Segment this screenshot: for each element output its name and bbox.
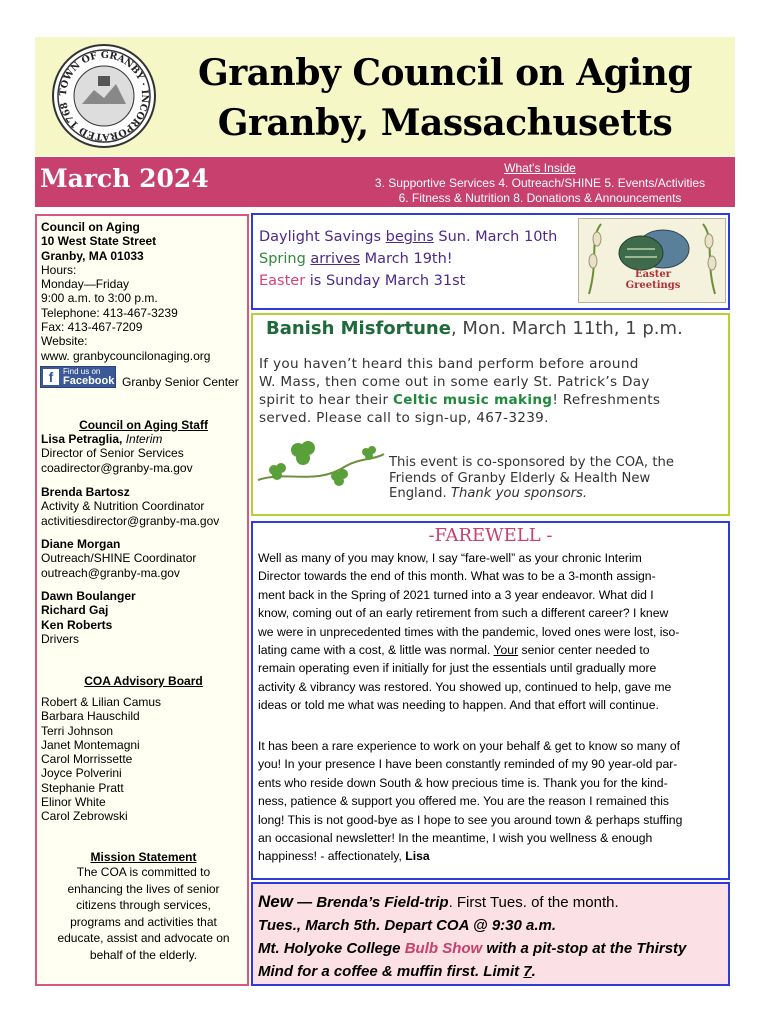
page-title-line1: Granby Council on Aging	[198, 52, 692, 94]
farewell-line: It has been a rare experience to work on your behalf & get to know so many of	[258, 739, 681, 753]
whats-inside	[360, 161, 720, 206]
farewell-line: activity & vibrancy was restored. You showed up, continued to help, gave me	[258, 679, 672, 694]
dst-label: Daylight Savings	[259, 229, 386, 245]
new-dash: —	[292, 894, 317, 911]
farewell-line-part: happiness! - affectionately,	[258, 849, 402, 864]
easter-greeting	[623, 269, 683, 291]
website-link[interactable]: www. granbycouncilonaging.org	[41, 348, 211, 363]
farewell-line-part: lating came with a cost, & little was normal.	[258, 643, 491, 658]
staff-name: Lisa Petraglia,	[41, 432, 123, 446]
event-line: If you haven’t heard this band perform before around	[259, 356, 639, 372]
farewell-line: ment back in the Spring of 2021 turned into a 3 year endeavor. What did I	[258, 587, 654, 602]
staff-title: Outreach/SHINE Coordinator	[41, 551, 197, 566]
trip-line-part: Mind for a coffee & muffin first. Limit	[258, 963, 524, 980]
farewell-paragraph-1	[258, 549, 726, 715]
mission-heading	[41, 850, 246, 864]
farewell-line: ness, patience & support you offered me. You are the reason I remained this	[258, 794, 670, 809]
farewell-line: we were in unprecedented times with the pandemic, loved ones were lost, iso-	[258, 624, 680, 639]
event-when: , Mon. March 11th, 1 p.m.	[450, 318, 683, 339]
driver-name: Dawn Boulanger	[41, 589, 136, 603]
staff-role-inline: Interim	[125, 432, 163, 446]
staff-member-1	[41, 432, 246, 475]
telephone: Telephone: 413-467-3239	[41, 305, 178, 320]
farewell-line-part: senior center needed to	[521, 643, 650, 658]
staff-title: Activity & Nutrition Coordinator	[41, 499, 205, 514]
event-line: served. Please call to sign-up, 467-3239.	[259, 410, 549, 426]
city-address: Granby, MA 01033	[41, 248, 144, 263]
mission-line: educate, assist and advocate on	[57, 931, 230, 945]
board-heading	[41, 674, 246, 688]
whats-inside-line2: 6. Fitness & Nutrition 8. Donations & Announcements	[398, 191, 682, 205]
mission-line: behalf of the elderly.	[89, 947, 198, 962]
farewell-line: ideas or told me what was needing to happen. And that effort will continue.	[258, 698, 659, 713]
dst-begins: begins	[385, 229, 434, 245]
celtic-music-highlight: Celtic music making	[393, 392, 553, 408]
trip-limit: 7	[523, 963, 532, 980]
new-label: New	[258, 892, 293, 911]
mission-line: The COA is committed to	[76, 865, 211, 879]
dst-date: Sun. March 10th	[433, 229, 558, 245]
facebook-find-label: Find us on	[63, 367, 101, 376]
staff-name: Diane Morgan	[41, 537, 121, 551]
staff-heading	[41, 418, 246, 432]
hours-label: Hours:	[41, 262, 77, 277]
street-address: 10 West State Street	[41, 234, 157, 249]
board-member: Elinor White	[41, 795, 106, 810]
hours-open: 9:00 a.m. to 3:00 p.m.	[41, 291, 158, 306]
mission-heading-text: Mission Statement	[90, 850, 197, 864]
issue-month: March 2024	[40, 164, 209, 193]
trip-line-part: with a pit-stop at the Thirsty	[482, 940, 687, 957]
spring-arrives: arrives	[310, 251, 361, 267]
board-member: Carol Morrissette	[41, 752, 133, 767]
board-member: Robert & Lilian Camus	[41, 695, 162, 709]
trip-schedule: . First Tues. of the month.	[448, 894, 619, 911]
sponsor-note	[389, 455, 674, 502]
facebook-icon: f	[43, 369, 59, 385]
seal-text: TOWN OF GRANBY · INCORPORATED 1768	[57, 49, 151, 143]
farewell-line: remain operating even if initially for just the essentials until gradually more	[258, 661, 657, 676]
farewell-line: an occasional newsletter! In the meantime, I wish you wellness & enough	[258, 831, 653, 846]
mission-line: enhancing the lives of senior	[67, 881, 220, 896]
farewell-line: ents who reside down South & how precious time is. Thank you for the kind-	[258, 775, 668, 790]
mission-statement	[41, 864, 246, 963]
board-heading-text: COA Advisory Board	[84, 674, 203, 688]
sponsor-line: This event is co-sponsored by the COA, the	[389, 455, 674, 470]
board-member: Terri Johnson	[41, 723, 114, 738]
board-member: Joyce Polverini	[41, 766, 122, 781]
board-member: Barbara Hauschild	[41, 709, 140, 724]
farewell-line: know, coming out of an early retirement from such a different career? I knew	[258, 606, 669, 621]
trip-title: Brenda’s Field-trip	[316, 894, 449, 911]
whats-inside-label: What's Inside	[504, 161, 576, 175]
spring-label: Spring	[259, 251, 311, 267]
sponsor-line: Friends of Granby Elderly & Health New	[389, 470, 651, 486]
trip-date: Tues., March 5th. Depart COA @ 9:30 a.m.	[258, 917, 557, 934]
staff-title: Director of Senior Services	[41, 446, 184, 461]
farewell-heading: -FAREWELL -	[428, 525, 553, 546]
farewell-paragraph-2	[258, 737, 726, 866]
drivers-label: Drivers	[41, 631, 79, 646]
staff-email[interactable]: activitiesdirector@granby-ma.gov	[41, 513, 220, 528]
board-member: Janet Montemagni	[41, 737, 140, 752]
bulb-show-highlight: Bulb Show	[404, 940, 483, 957]
facebook-name: Facebook	[63, 375, 115, 387]
spring-date: March 19th!	[360, 251, 453, 267]
event-line-part: spirit to hear their	[259, 392, 393, 408]
page-title-line2: Granby, Massachusetts	[217, 102, 673, 144]
staff-email[interactable]: outreach@granby-ma.gov	[41, 565, 180, 580]
board-member: Stephanie Pratt	[41, 780, 124, 795]
days-open: Monday—Friday	[41, 277, 130, 292]
board-member: Carol Zebrowski	[41, 809, 128, 824]
dates-text	[259, 226, 557, 292]
event-description	[259, 355, 660, 427]
sponsor-line-part: England.	[389, 486, 451, 501]
mission-line: citizens through services,	[76, 898, 211, 912]
drivers-block	[41, 589, 246, 646]
event-line: W. Mass, then come out in some early St. Patrick’s Day	[259, 374, 650, 390]
staff-member-3	[41, 537, 246, 580]
org-name: Council on Aging	[41, 220, 140, 234]
event-line-part: ! Refreshments	[552, 392, 661, 408]
easter-card-line1: Easter	[635, 269, 671, 280]
staff-heading-text: Council on Aging Staff	[79, 418, 208, 432]
sponsor-thanks: Thank you sponsors.	[450, 486, 588, 501]
driver-name: Ken Roberts	[41, 617, 113, 632]
trip-line-part: .	[531, 963, 536, 980]
farewell-line: Well as many of you may know, I say “fare-well” as your chronic Interim	[258, 551, 642, 565]
farewell-line: you! In your presence I have been constantly reminded of my 90 year-old par-	[258, 757, 678, 772]
easter-date: is Sunday March 31st	[305, 273, 466, 289]
mission-line: programs and activities that	[70, 914, 217, 929]
facebook-badge[interactable]	[40, 366, 116, 388]
staff-name: Brenda Bartosz	[41, 485, 130, 499]
event-title: Banish Misfortune	[266, 318, 451, 339]
contact-block	[41, 220, 246, 363]
town-seal	[52, 44, 156, 148]
shamrock-vine-illustration	[256, 430, 386, 496]
fax: Fax: 413-467-7209	[41, 320, 143, 335]
board-list	[41, 695, 246, 824]
website-label: Website:	[41, 334, 88, 349]
easter-label: Easter	[259, 273, 306, 289]
farewell-your: Your	[493, 643, 519, 658]
farewell-line: long! This is not good-bye as I hope to see you around town & perhaps stuffing	[258, 812, 683, 827]
staff-member-2	[41, 485, 246, 528]
trip-line-part: Mt. Holyoke College	[258, 940, 405, 957]
easter-card	[578, 218, 726, 303]
staff-email[interactable]: coadirector@granby-ma.gov	[41, 460, 193, 475]
whats-inside-line1: 3. Supportive Services 4. Outreach/SHINE 5. Events/Activities	[374, 176, 706, 190]
driver-name: Richard Gaj	[41, 603, 109, 618]
farewell-signature: Lisa	[405, 849, 430, 864]
easter-card-line2: Greetings	[625, 280, 681, 291]
field-trip-text	[258, 890, 686, 983]
farewell-line: Director towards the end of this month. What was to be a 3-month assign-	[258, 569, 656, 584]
event-headline	[266, 316, 683, 342]
facebook-page-name[interactable]: Granby Senior Center	[122, 375, 239, 389]
